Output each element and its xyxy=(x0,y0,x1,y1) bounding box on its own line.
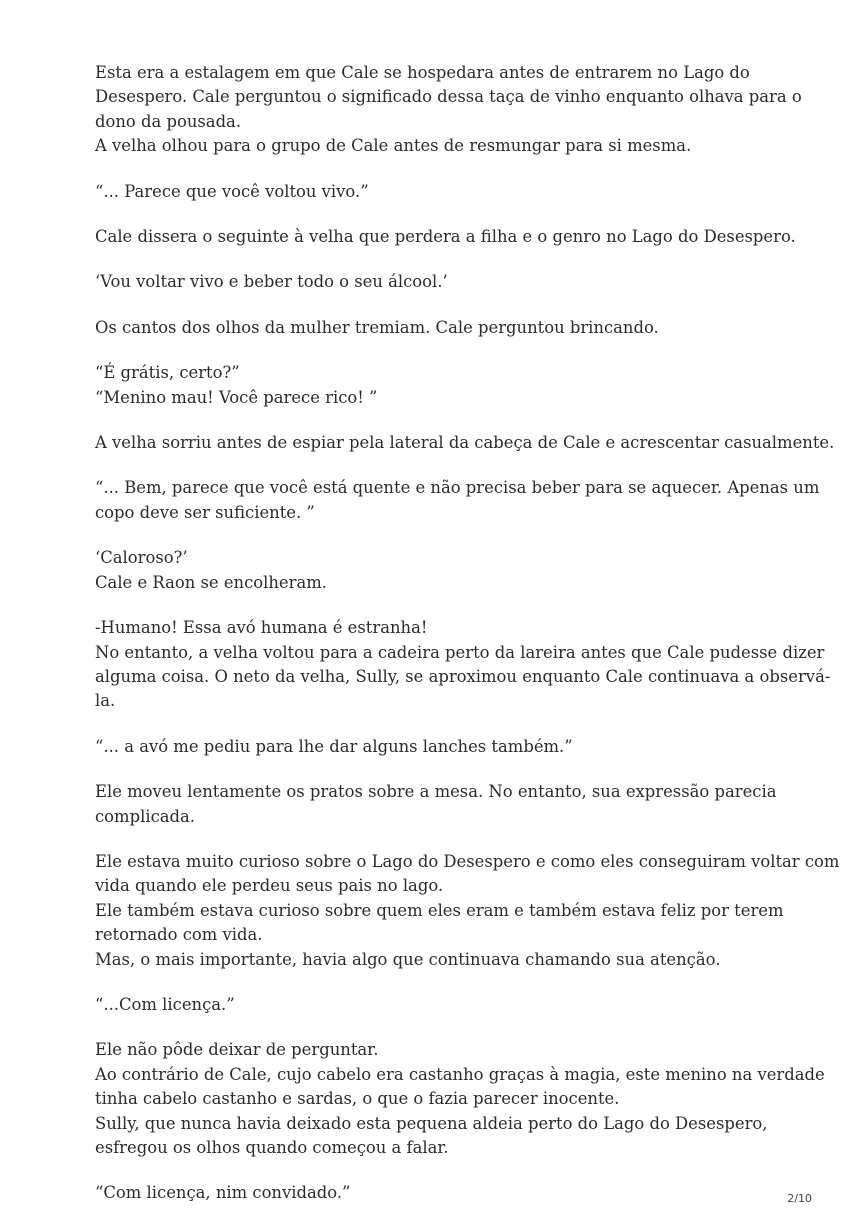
paragraph xyxy=(95,476,820,525)
text-line: Desespero. Cale perguntou o significado dessa taça de vinho enquanto olhava para o xyxy=(95,87,802,107)
text-line: -Humano! Essa avó humana é estranha! xyxy=(95,618,428,638)
text-line: “...Com licença.” xyxy=(95,994,235,1014)
paragraph xyxy=(95,361,795,410)
text-line: Ao contrário de Cale, cujo cabelo era castanho graças à magia, este menino na verdade xyxy=(95,1064,825,1084)
text-line: Cale e Raon se encolheram. xyxy=(95,572,327,592)
text-line: “... Parece que você voltou vivo.” xyxy=(95,181,369,201)
text-line: Cale dissera o seguinte à velha que perdera a filha e o genro no Lago do Desespero. xyxy=(95,227,796,247)
text-line: tinha cabelo castanho e sardas, o que o fazia parecer inocente. xyxy=(95,1089,620,1109)
text-line: copo deve ser suficiente. ” xyxy=(95,502,315,522)
paragraph xyxy=(95,1038,825,1160)
paragraph xyxy=(95,780,795,829)
text-line: Esta era a estalagem em que Cale se hospedara antes de entrarem no Lago do xyxy=(95,63,750,82)
text-line: “... a avó me pediu para lhe dar alguns lanches também.” xyxy=(95,736,573,756)
text-line: A velha olhou para o grupo de Cale antes de resmungar para si mesma. xyxy=(95,136,692,156)
paragraph xyxy=(95,61,802,159)
paragraph xyxy=(95,735,795,759)
paragraph xyxy=(95,993,795,1017)
text-line: Ele moveu lentamente os pratos sobre a mesa. No entanto, sua expressão parecia xyxy=(95,782,777,802)
text-line: Ele estava muito curioso sobre o Lago do Desespero e como eles conseguiram voltar com xyxy=(95,851,840,871)
text-line: “Com licença, nim convidado.” xyxy=(95,1183,351,1203)
page-number: 2/10 xyxy=(787,1192,812,1205)
text-line: vida quando ele perdeu seus pais no lago. xyxy=(95,876,444,896)
paragraph xyxy=(95,850,840,972)
text-line: Ele não pôde deixar de perguntar. xyxy=(95,1040,379,1060)
paragraph xyxy=(95,1181,795,1205)
paragraph xyxy=(95,546,795,595)
text-line: No entanto, a velha voltou para a cadeira perto da lareira antes que Cale pudesse dizer xyxy=(95,642,825,662)
text-line: Sully, que nunca havia deixado esta pequena aldeia perto do Lago do Desespero, xyxy=(95,1113,768,1133)
text-line: esfregou os olhos quando começou a falar. xyxy=(95,1138,449,1157)
text-line: A velha sorriu antes de espiar pela lateral da cabeça de Cale e acrescentar casualmente. xyxy=(95,433,835,453)
text-line: Os cantos dos olhos da mulher tremiam. Cale perguntou brincando. xyxy=(95,317,659,337)
text-line: la. xyxy=(95,691,116,711)
paragraph xyxy=(95,270,795,294)
paragraph xyxy=(95,180,795,204)
text-line: dono da pousada. xyxy=(95,111,242,131)
paragraph xyxy=(95,225,795,249)
text-line: “É grátis, certo?” xyxy=(95,363,240,383)
text-line: “Menino mau! Você parece rico! ” xyxy=(95,387,378,407)
text-line: complicada. xyxy=(95,806,195,826)
text-line: retornado com vida. xyxy=(95,925,263,945)
text-line: Ele também estava curioso sobre quem eles eram e também estava feliz por terem xyxy=(95,900,784,920)
paragraph xyxy=(95,616,831,714)
text-line: alguma coisa. O neto da velha, Sully, se aproximou enquanto Cale continuava a observá- xyxy=(95,666,831,686)
paragraph xyxy=(95,431,835,455)
paragraph xyxy=(95,316,795,340)
text-line: ‘Caloroso?’ xyxy=(95,548,188,568)
text-line: ‘Vou voltar vivo e beber todo o seu álcool.’ xyxy=(95,272,448,292)
text-line: Mas, o mais importante, havia algo que continuava chamando sua atenção. xyxy=(95,949,721,969)
text-line: “... Bem, parece que você está quente e não precisa beber para se aquecer. Apenas um xyxy=(95,478,820,498)
